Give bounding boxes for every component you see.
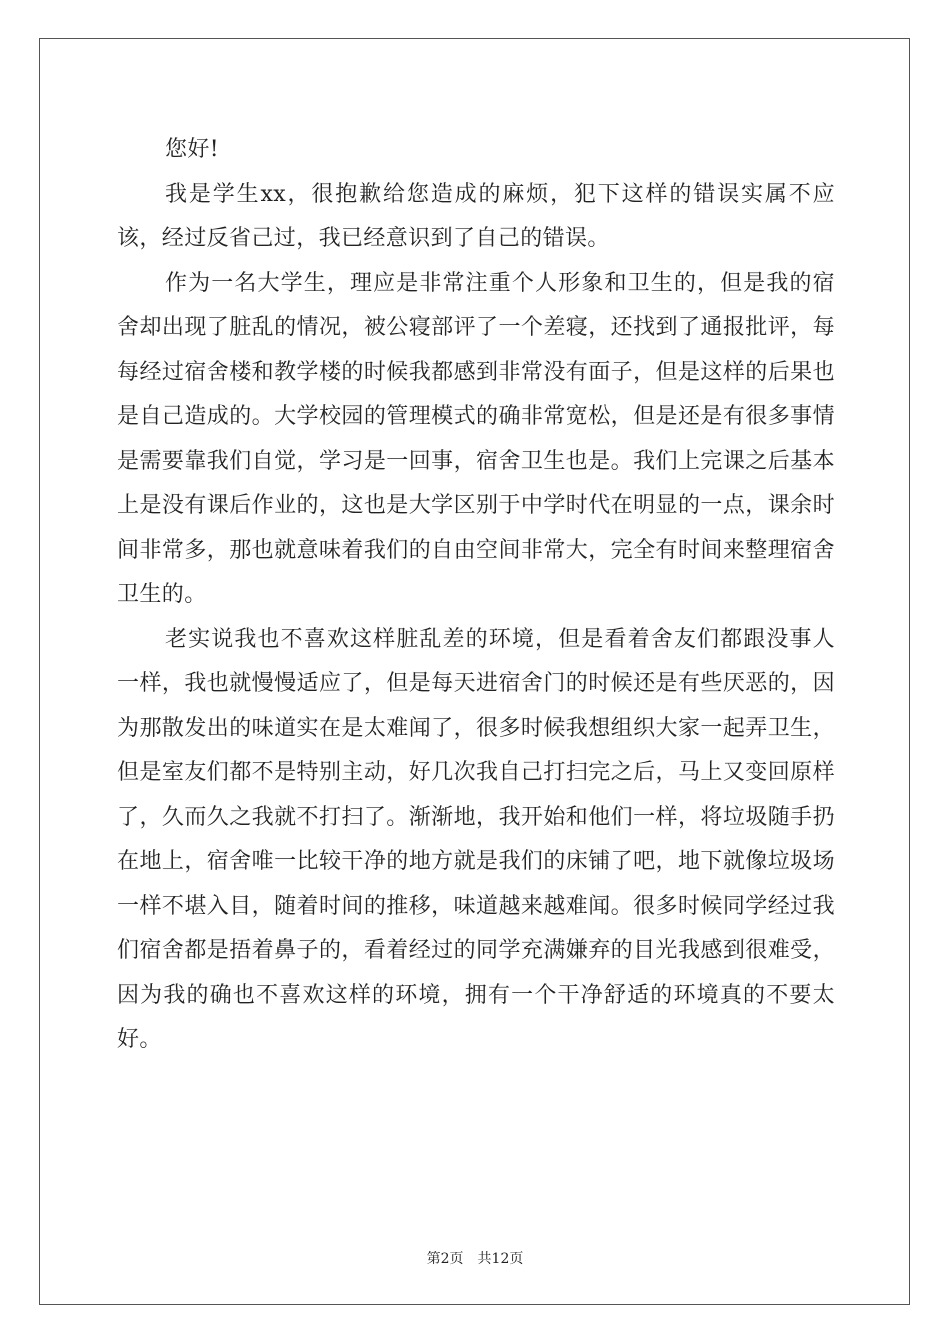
page-footer [0,1248,950,1268]
page-total: 共12页 [477,1251,524,1267]
document-body [117,128,835,1063]
paragraph-1: 我是学生xx，很抱歉给您造成的麻烦，犯下这样的错误实属不应该，经过反省己过，我已经意识到了自己的错误。 [117,181,835,251]
page-number: 第2页 [426,1251,464,1267]
greeting: 您好! [165,137,220,162]
paragraph-3: 老实说我也不喜欢这样脏乱差的环境，但是看着舍友们都跟没事人一样，我也就慢慢适应了，但是每天进宿舍门的时候还是有些厌恶的，因为那散发出的味道实在是太难闻了，很多时候我想组织大家一起弄卫生，但是室友们都不是特别主动，好几次我自己打扫完之后，马上又变回原样了，久而久之我就不打扫了。渐渐地，我开始和他们一样，将垃圾随手扔在地上，宿舍唯一比较干净的地方就是我们的床铺了吧，地下就像垃圾场一样不堪入目，随着时间的推移，味道越来越难闻。很多时候同学经过我们宿舍都是捂着鼻子的，看着经过的同学充满嫌弃的目光我感到很难受，因为我的确也不喜欢这样的环境，拥有一个干净舒适的环境真的不要太好。 [117,626,835,1052]
paragraph-2: 作为一名大学生，理应是非常注重个人形象和卫生的，但是我的宿舍却出现了脏乱的情况，被公寝部评了一个差寝，还找到了通报批评，每每经过宿舍楼和教学楼的时候我都感到非常没有面子，但是这样的后果也是自己造成的。大学校园的管理模式的确非常宽松，但是还是有很多事情是需要靠我们自觉，学习是一回事，宿舍卫生也是。我们上完课之后基本上是没有课后作业的，这也是大学区别于中学时代在明显的一点，课余时间非常多，那也就意味着我们的自由空间非常大，完全有时间来整理宿舍卫生的。 [117,270,835,607]
